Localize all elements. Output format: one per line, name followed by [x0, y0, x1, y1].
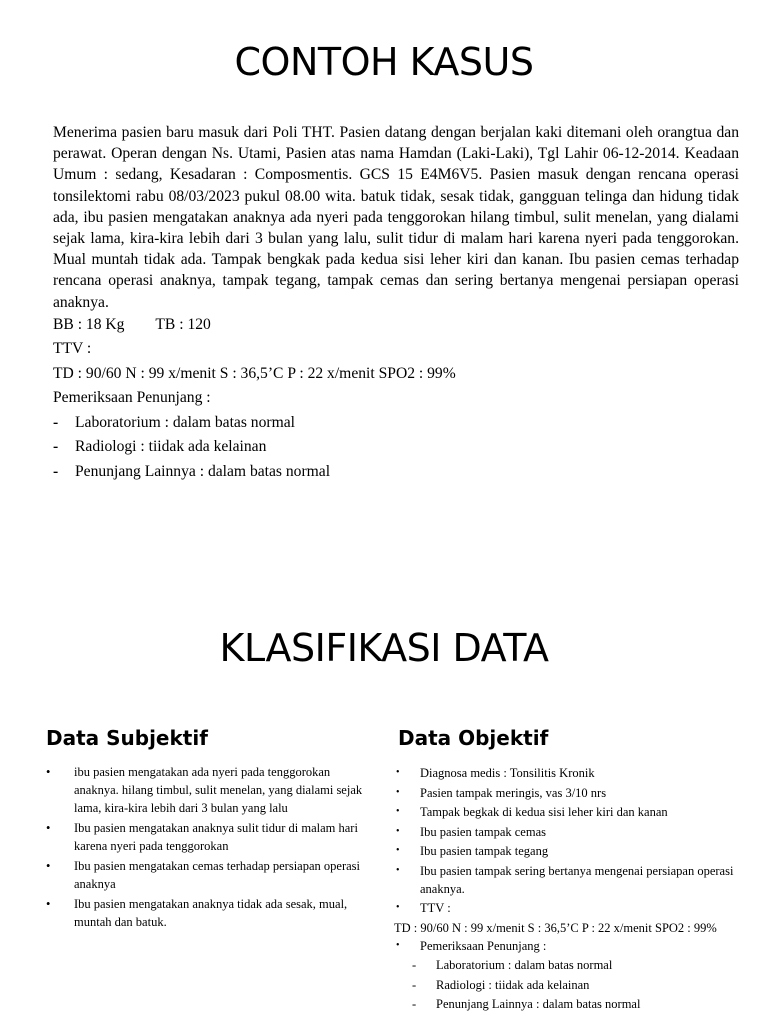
case-paragraph: Menerima pasien baru masuk dari Poli THT. Pasien datang dengan berjalan kaki ditemani oleh orangtua dan perawat. Operan dengan Ns. Utami, Pasien atas nama Hamdan (Laki-Laki), Tgl Lahir 06-12-2014. Keadaan Umum : sedang, Kesadaran : Composmentis. GCS 15 E4M6V5. Pasien masuk dengan rencana operasi tonsilektomi rabu 08/03/2023 pukul 08.00 wita. batuk tidak, sesak tidak, gangguan telinga dan hidung tidak ada, ibu pasien mengatakan anaknya ada nyeri pada tenggorokan hilang timbul, sulit menelan, yang dialami sejak lama, kira-kira lebih dari 3 bulan yang lalu, sulit tidur di malam hari karena nyeri pada tenggorokan. Mual muntah tidak ada. Tampak bengkak pada kedua sisi leher kiri dan kanan. Ibu pasien cemas terhadap rencana operasi anaknya, tampak tegang, tampak cemas dan sering bertanya mengenai persiapan operasi anaknya.: [53, 124, 739, 311]
data-objektif-heading: Data Objektif: [398, 726, 549, 750]
list-item: • Tampak begkak di kedua sisi leher kiri dan kanan: [394, 803, 734, 821]
objective-list: [394, 764, 734, 917]
list-item: • Diagnosa medis : Tonsilitis Kronik: [394, 764, 734, 782]
list-item: • Ibu pasien tampak sering bertanya mengenai persiapan operasi anaknya.: [394, 862, 734, 898]
data-subjektif-heading: Data Subjektif: [46, 726, 208, 750]
penunjang-list: [53, 411, 739, 485]
objective-data: [394, 764, 734, 1015]
bb-tb-line: BB : 18 Kg TB : 120: [53, 315, 211, 333]
list-item: - Penunjang Lainnya : dalam batas normal: [53, 460, 739, 485]
list-item: • Pasien tampak meringis, vas 3/10 nrs: [394, 784, 734, 802]
list-item: - Laboratorium : dalam batas normal: [53, 411, 739, 436]
list-item: - Laboratorium : dalam batas normal: [394, 956, 734, 976]
objective-penunjang: [394, 937, 734, 955]
dash-bullet: -: [53, 438, 59, 456]
subjective-list: [46, 763, 372, 933]
list-item: - Radiologi : tiidak ada kelainan: [394, 976, 734, 996]
list-item: • Ibu pasien tampak tegang: [394, 842, 734, 860]
klasifikasi-data-title: KLASIFIKASI DATA: [219, 626, 549, 670]
list-item: • Ibu pasien tampak cemas: [394, 823, 734, 841]
ttv-label: TTV :: [53, 340, 92, 358]
list-item: • Pemeriksaan Penunjang :: [394, 937, 734, 955]
list-item: - Penunjang Lainnya : dalam batas normal: [394, 995, 734, 1015]
case-description: [53, 122, 739, 484]
dash-bullet: -: [53, 413, 59, 431]
dash-bullet: -: [53, 462, 59, 480]
list-item: • ibu pasien mengatakan ada nyeri pada tenggorokan anaknya. hilang timbul, sulit menelan, yang dialami sejak lama, kira-kira lebih dari 3 bulan yang lalu: [46, 763, 372, 817]
list-item: • TTV :: [394, 899, 734, 917]
objective-penunjang-list: [394, 956, 734, 1015]
list-item: - Radiologi : tiidak ada kelainan: [53, 435, 739, 460]
ttv-values: TD : 90/60 N : 99 x/menit S : 36,5’C P : 22 x/menit SPO2 : 99%: [53, 364, 456, 382]
objective-vitals: TD : 90/60 N : 99 x/menit S : 36,5’C P : 22 x/menit SPO2 : 99%: [394, 920, 717, 935]
list-item: • Ibu pasien mengatakan anaknya tidak ada sesak, mual, muntah dan batuk.: [46, 895, 372, 931]
list-item: • Ibu pasien mengatakan cemas terhadap persiapan operasi anaknya: [46, 857, 372, 893]
penunjang-label: Pemeriksaan Penunjang :: [53, 389, 211, 407]
contoh-kasus-title: CONTOH KASUS: [234, 40, 534, 84]
list-item: • Ibu pasien mengatakan anaknya sulit tidur di malam hari karena nyeri pada tenggorokan: [46, 819, 372, 855]
